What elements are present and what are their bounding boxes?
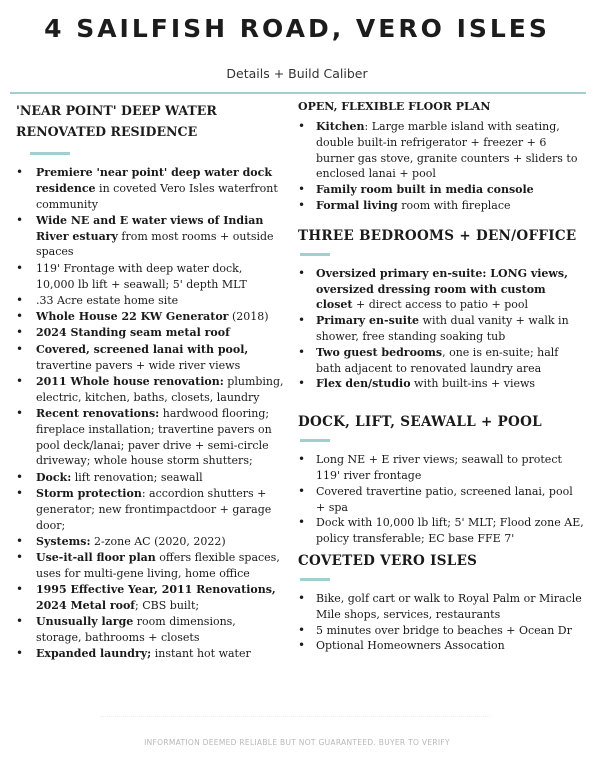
bullet-icon: •	[298, 515, 306, 530]
bullet-icon: •	[298, 313, 306, 328]
item-text: room with fireplace	[397, 198, 511, 212]
list-item	[298, 515, 584, 547]
item-bold-text: Premiere 'near point' deep water dock residence	[36, 166, 272, 195]
bullet-icon: •	[16, 582, 24, 597]
list-item	[16, 614, 284, 646]
item-text: ; CBS built;	[135, 599, 200, 613]
dock-accent	[300, 439, 330, 442]
item-text: Dock with 10,000 lb lift; 5' MLT; Flood zone AE, policy transferable; EC base FFE 7'	[316, 516, 584, 546]
item-text: + direct access to patio + pool	[352, 298, 529, 312]
vero-accent	[300, 578, 330, 581]
bullet-icon: •	[16, 485, 24, 500]
list-item	[298, 198, 584, 214]
bullet-icon: •	[16, 614, 24, 629]
bullet-icon: •	[298, 197, 306, 212]
list-item	[298, 182, 584, 198]
item-text: lift renovation; seawall	[71, 470, 203, 484]
item-bold-text: Storm protection	[36, 486, 142, 500]
list-item	[16, 470, 284, 486]
left-feature-list	[16, 165, 284, 662]
item-text: (2018)	[228, 310, 269, 324]
list-item	[16, 550, 284, 582]
vero-list	[298, 591, 584, 654]
list-item	[16, 213, 284, 260]
item-text: 119' Frontage with deep water dock, 10,000 lb lift + seawall; 5' depth MLT	[36, 261, 247, 291]
item-text: travertine pavers + wide river views	[36, 358, 241, 372]
bullet-icon: •	[16, 373, 24, 388]
page-title: 4 SAILFISH ROAD, VERO ISLES	[44, 14, 550, 43]
top-divider	[10, 92, 586, 94]
bullet-icon: •	[298, 182, 306, 197]
list-item	[16, 261, 284, 293]
bedrooms-accent	[300, 253, 330, 256]
item-bold-text: Dock:	[36, 470, 72, 484]
bullet-icon: •	[16, 212, 24, 227]
item-bold-text: Unusually large	[36, 615, 134, 629]
list-item	[16, 325, 284, 341]
item-text: Optional Homeowners Assocation	[316, 639, 505, 653]
item-bold-text: Expanded laundry;	[36, 647, 152, 661]
item-bold-text: Two guest bedrooms	[316, 345, 443, 359]
left-heading-accent	[30, 152, 70, 155]
item-text: Bike, golf cart or walk to Royal Palm or Miracle Mile shops, services, restaurants	[316, 591, 582, 621]
item-text: Long NE + E river views; seawall to protect 119' river frontage	[316, 453, 562, 482]
item-text: 2-zone AC (2020, 2022)	[90, 534, 226, 548]
left-heading-line2: RENOVATED RESIDENCE	[16, 124, 198, 139]
bullet-icon: •	[16, 533, 24, 548]
bullet-icon: •	[298, 622, 306, 637]
item-bold-text: Oversized primary en-suite: LONG views, oversized dressing room with custom closet	[316, 266, 568, 312]
item-bold-text: Whole House 22 KW Generator	[36, 310, 229, 324]
right-column	[298, 100, 584, 654]
item-text: with dual vanity + walk in shower, free standing soaking tub	[316, 314, 569, 343]
list-item	[16, 646, 284, 662]
bedrooms-heading: THREE BEDROOMS + DEN/OFFICE	[298, 227, 577, 244]
list-item	[16, 165, 284, 212]
list-item	[298, 591, 584, 623]
list-item	[298, 313, 584, 345]
bullet-icon: •	[298, 452, 306, 467]
item-bold-text: 1995 Effective Year, 2011 Renovations, 2024 Metal roof	[36, 583, 276, 613]
left-column	[16, 100, 284, 663]
list-item	[298, 119, 584, 182]
bullet-icon: •	[298, 483, 306, 498]
list-item	[16, 374, 284, 406]
item-text: , one is en-suite; half bath adjacent to renovated laundry area	[316, 345, 559, 375]
list-item	[16, 582, 284, 614]
bullet-icon: •	[298, 119, 306, 133]
bullet-icon: •	[298, 265, 306, 280]
floor-plan-list	[298, 119, 584, 214]
item-bold-text: 2024 Standing seam metal roof	[36, 326, 230, 340]
list-item	[298, 345, 584, 377]
item-text: with built-ins + views	[410, 377, 536, 391]
item-text: hardwood flooring; fireplace installation; travertine pavers on pool deck/lanai; paver drive + semi-circle driveway; whole house storm shutters;	[36, 406, 272, 468]
item-bold-text: Systems:	[36, 534, 91, 548]
bullet-icon: •	[16, 550, 24, 565]
bullet-icon: •	[16, 469, 24, 484]
list-item	[16, 342, 284, 374]
list-item	[16, 534, 284, 550]
item-text: offers flexible spaces, uses for multi-gene living, home office	[36, 551, 280, 580]
bullet-icon: •	[16, 309, 24, 324]
left-heading-line1: 'NEAR POINT' DEEP WATER	[16, 103, 217, 118]
bullet-icon: •	[16, 260, 24, 275]
item-text: room dimensions, storage, bathrooms + closets	[36, 615, 236, 645]
list-item	[16, 309, 284, 325]
item-bold-text: 2011 Whole house renovation:	[36, 374, 224, 388]
item-text: from most rooms + outside spaces	[36, 229, 274, 259]
item-bold-text: Use-it-all floor plan	[36, 551, 156, 565]
item-bold-text: Family room built in media console	[316, 183, 534, 197]
item-bold-text: Wide NE and E water views of Indian River estuary	[36, 213, 264, 243]
dock-list	[298, 452, 584, 547]
footer-disclaimer: INFORMATION DEEMED RELIABLE BUT NOT GUARANTEED. BUYER TO VERIFY	[144, 738, 450, 747]
list-item	[16, 486, 284, 533]
bullet-icon: •	[298, 638, 306, 653]
list-item	[16, 406, 284, 469]
item-text: instant hot water	[151, 647, 251, 661]
list-item	[298, 452, 584, 484]
bullet-icon: •	[16, 341, 24, 356]
list-item	[298, 266, 584, 313]
list-item	[298, 638, 584, 654]
item-bold-text: Kitchen	[316, 120, 365, 133]
item-text: plumbing, electric, kitchen, baths, closets, laundry	[36, 374, 284, 404]
item-text: 5 minutes over bridge to beaches + Ocean Dr	[316, 623, 572, 637]
list-item	[298, 623, 584, 639]
bullet-icon: •	[16, 165, 24, 179]
item-bold-text: Formal living	[316, 198, 398, 212]
bullet-icon: •	[16, 646, 24, 661]
bullet-icon: •	[298, 344, 306, 359]
item-bold-text: Primary en-suite	[316, 314, 420, 328]
item-text: : Large marble island with seating, double built-in refrigerator + freezer + 6 burner gas stove, granite counters + sliders to enclosed lanai + pool	[316, 120, 578, 181]
page-subtitle: Details + Build Caliber	[226, 66, 368, 81]
list-item	[16, 293, 284, 309]
bullet-icon: •	[16, 325, 24, 340]
bullet-icon: •	[298, 376, 306, 391]
bullet-icon: •	[298, 590, 306, 605]
vero-heading: COVETED VERO ISLES	[298, 552, 478, 569]
item-text: : accordion shutters + generator; new frontimpactdoor + garage door;	[36, 486, 272, 532]
floor-plan-heading: OPEN, FLEXIBLE FLOOR PLAN	[298, 100, 491, 113]
left-heading	[16, 100, 284, 142]
dock-heading: DOCK, LIFT, SEAWALL + POOL	[298, 414, 542, 431]
item-bold-text: Flex den/studio	[316, 377, 411, 391]
footer-faint-line	[100, 716, 490, 723]
bullet-icon: •	[16, 405, 24, 420]
list-item	[298, 484, 584, 516]
bullet-icon: •	[16, 292, 24, 307]
item-bold-text: Covered, screened lanai with pool,	[36, 342, 249, 356]
item-bold-text: Recent renovations:	[36, 406, 160, 420]
item-text: .33 Acre estate home site	[36, 293, 179, 307]
list-item	[298, 376, 584, 392]
item-text: in coveted Vero Isles waterfront community	[36, 181, 278, 211]
bedrooms-list	[298, 266, 584, 392]
item-text: Covered travertine patio, screened lanai, pool + spa	[316, 484, 573, 514]
